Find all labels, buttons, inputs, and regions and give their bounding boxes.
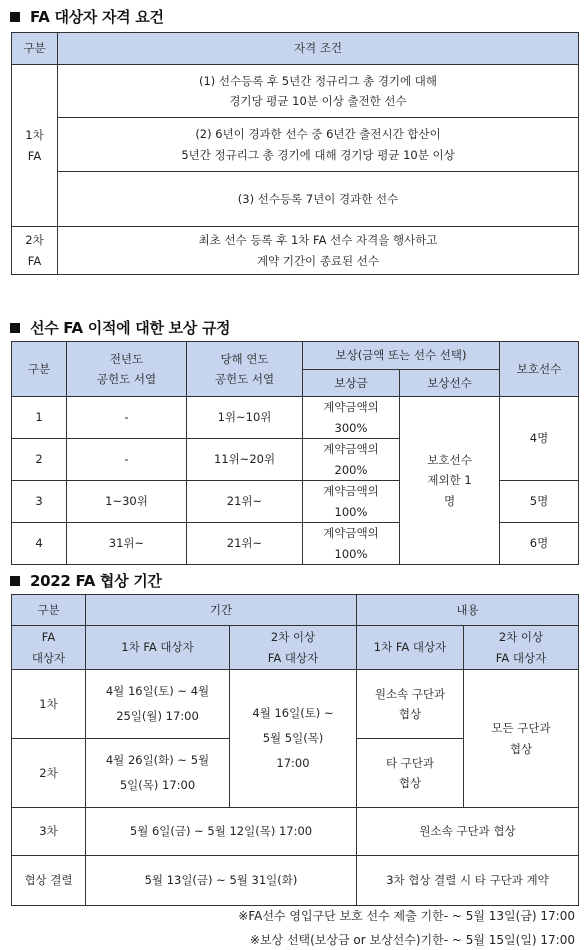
row-label-1st-fa: 1차 FA — [12, 65, 58, 227]
header-current-year: 당해 연도 공헌도 서열 — [187, 342, 303, 397]
header-prev-year: 전년도 공헌도 서열 — [67, 342, 187, 397]
header-fa-target: FA 대상자 — [12, 626, 86, 670]
header-category: 구분 — [12, 595, 86, 626]
condition-2nd: 최초 선수 등록 후 1차 FA 선수 자격을 행사하고 계약 기간이 종료된 선수 — [58, 227, 579, 275]
condition-2: (2) 6년이 경과한 선수 중 6년간 출전시간 합산이 5년간 정규리그 총 경기에 대해 경기당 평균 10분 이상 — [58, 118, 579, 172]
section3-heading — [10, 570, 162, 591]
round2-label: 2차 — [12, 739, 86, 808]
period-second: 4월 16일(토) ~ 5월 5일(목) 17:00 — [230, 670, 357, 808]
round1-content-first: 원소속 구단과 협상 — [357, 670, 464, 739]
condition-1: (1) 선수등록 후 5년간 정규리그 총 경기에 대해 경기당 평균 10분 이상 출전한 선수 — [58, 65, 579, 118]
protected-value-3: 6명 — [500, 523, 579, 565]
header-category: 구분 — [12, 33, 58, 65]
row2-money: 계약금액의 200% — [303, 439, 400, 481]
section2-heading — [10, 317, 230, 338]
row4-category: 4 — [12, 523, 67, 565]
row4-current: 21위~ — [187, 523, 303, 565]
row2-prev: - — [67, 439, 187, 481]
note-compensation-deadline: ※보상 선택(보상금 or 보상선수)기한- ~ 5월 15일(일) 17:00 — [249, 933, 575, 947]
row1-current: 1위~10위 — [187, 397, 303, 439]
row4-prev: 31위~ — [67, 523, 187, 565]
round1-label: 1차 — [12, 670, 86, 739]
round2-content-first: 타 구단과 협상 — [357, 739, 464, 808]
header-protected: 보호선수 — [500, 342, 579, 397]
row1-prev: - — [67, 397, 187, 439]
header-second-fa-content: 2차 이상 FA 대상자 — [464, 626, 579, 670]
header-category: 구분 — [12, 342, 67, 397]
protected-value-1: 4명 — [500, 397, 579, 481]
row2-current: 11위~20위 — [187, 439, 303, 481]
row3-money: 계약금액의 100% — [303, 481, 400, 523]
negotiation-period-table — [11, 594, 579, 906]
row1-money: 계약금액의 300% — [303, 397, 400, 439]
protected-value-2: 5명 — [500, 481, 579, 523]
round3-label: 3차 — [12, 808, 86, 856]
section2-title: 선수 FA 이적에 대한 보상 규정 — [30, 319, 231, 337]
header-period: 기간 — [86, 595, 357, 626]
header-condition: 자격 조건 — [58, 33, 579, 65]
round1-period-first: 4월 16일(토) ~ 4월 25일(월) 17:00 — [86, 670, 230, 739]
note-protected-deadline: ※FA선수 영입구단 보호 선수 제출 기한- ~ 5월 13일(금) 17:00 — [238, 909, 575, 923]
row3-category: 3 — [12, 481, 67, 523]
header-comp-money: 보상금 — [303, 370, 400, 397]
row-label-2nd-fa: 2차 FA — [12, 227, 58, 275]
section3-title: 2022 FA 협상 기간 — [30, 572, 162, 590]
row4-money: 계약금액의 100% — [303, 523, 400, 565]
result-content: 3차 협상 결렬 시 타 구단과 계약 — [357, 856, 579, 906]
round2-period-first: 4월 26일(화) ~ 5월 5일(목) 17:00 — [86, 739, 230, 808]
section1-heading — [10, 6, 164, 27]
square-bullet-icon — [10, 323, 20, 333]
header-compensation: 보상(금액 또는 선수 선택) — [303, 342, 500, 370]
row1-category: 1 — [12, 397, 67, 439]
header-second-fa: 2차 이상 FA 대상자 — [230, 626, 357, 670]
header-first-fa: 1차 FA 대상자 — [86, 626, 230, 670]
row3-prev: 1~30위 — [67, 481, 187, 523]
comp-player-value: 보호선수 제외한 1 명 — [400, 397, 500, 565]
header-first-fa-content: 1차 FA 대상자 — [357, 626, 464, 670]
section1-title: FA 대상자 자격 요건 — [30, 8, 164, 26]
condition-3: (3) 선수등록 7년이 경과한 선수 — [58, 172, 579, 227]
fa-eligibility-table — [11, 32, 579, 275]
round3-period: 5월 6일(금) ~ 5월 12일(목) 17:00 — [86, 808, 357, 856]
square-bullet-icon — [10, 12, 20, 22]
header-comp-player: 보상선수 — [400, 370, 500, 397]
square-bullet-icon — [10, 576, 20, 586]
row2-category: 2 — [12, 439, 67, 481]
result-period: 5월 13일(금) ~ 5월 31일(화) — [86, 856, 357, 906]
content-second: 모든 구단과 협상 — [464, 670, 579, 808]
round3-content: 원소속 구단과 협상 — [357, 808, 579, 856]
result-label: 협상 결렬 — [12, 856, 86, 906]
row3-current: 21위~ — [187, 481, 303, 523]
compensation-table — [11, 341, 579, 565]
header-content: 내용 — [357, 595, 579, 626]
